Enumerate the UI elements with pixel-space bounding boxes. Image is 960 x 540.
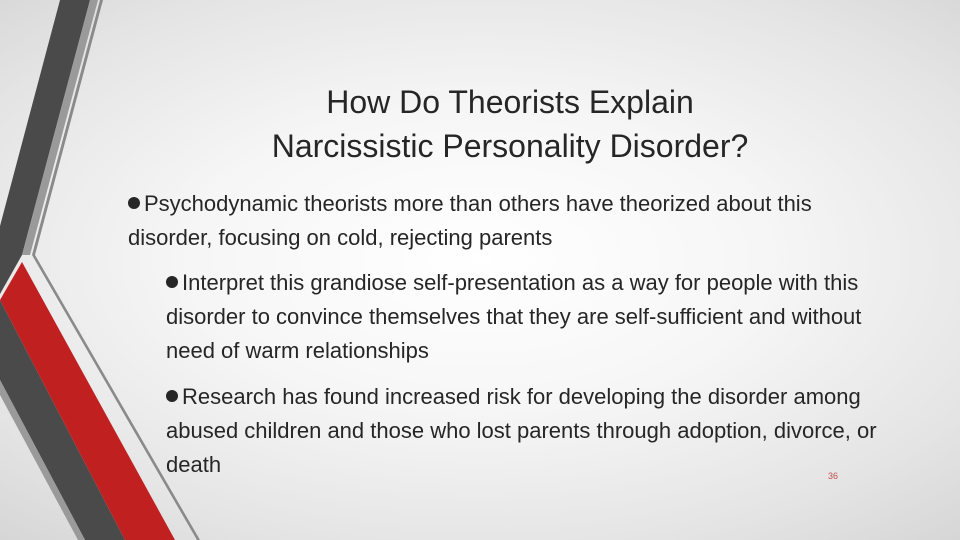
sub-bullet-item — [166, 266, 896, 368]
bullet-dot-icon — [166, 390, 178, 402]
bullet-text: Interpret this grandiose self-presentation as a way for people with this disorder to convince themselves that they are self-sufficient and without need of warm relationships — [166, 270, 862, 363]
stripe-dark-gray-top — [0, 0, 90, 294]
bullet-dot-icon — [128, 197, 140, 209]
bullet-text: Research has found increased risk for developing the disorder among abused children and those who lost parents through adoption, divorce, or death — [166, 384, 877, 477]
bullet-text: Psychodynamic theorists more than others have theorized about this disorder, focusing on cold, rejecting parents — [128, 191, 812, 250]
bullet-item — [128, 187, 898, 255]
slide-title-line-1: How Do Theorists Explain — [326, 84, 694, 120]
bullet-dot-icon — [166, 276, 178, 288]
slide-title-line-2: Narcissistic Personality Disorder? — [271, 128, 749, 164]
sub-bullet-item — [166, 380, 896, 482]
slide-title — [190, 80, 830, 168]
slide-number: 36 — [828, 471, 839, 481]
